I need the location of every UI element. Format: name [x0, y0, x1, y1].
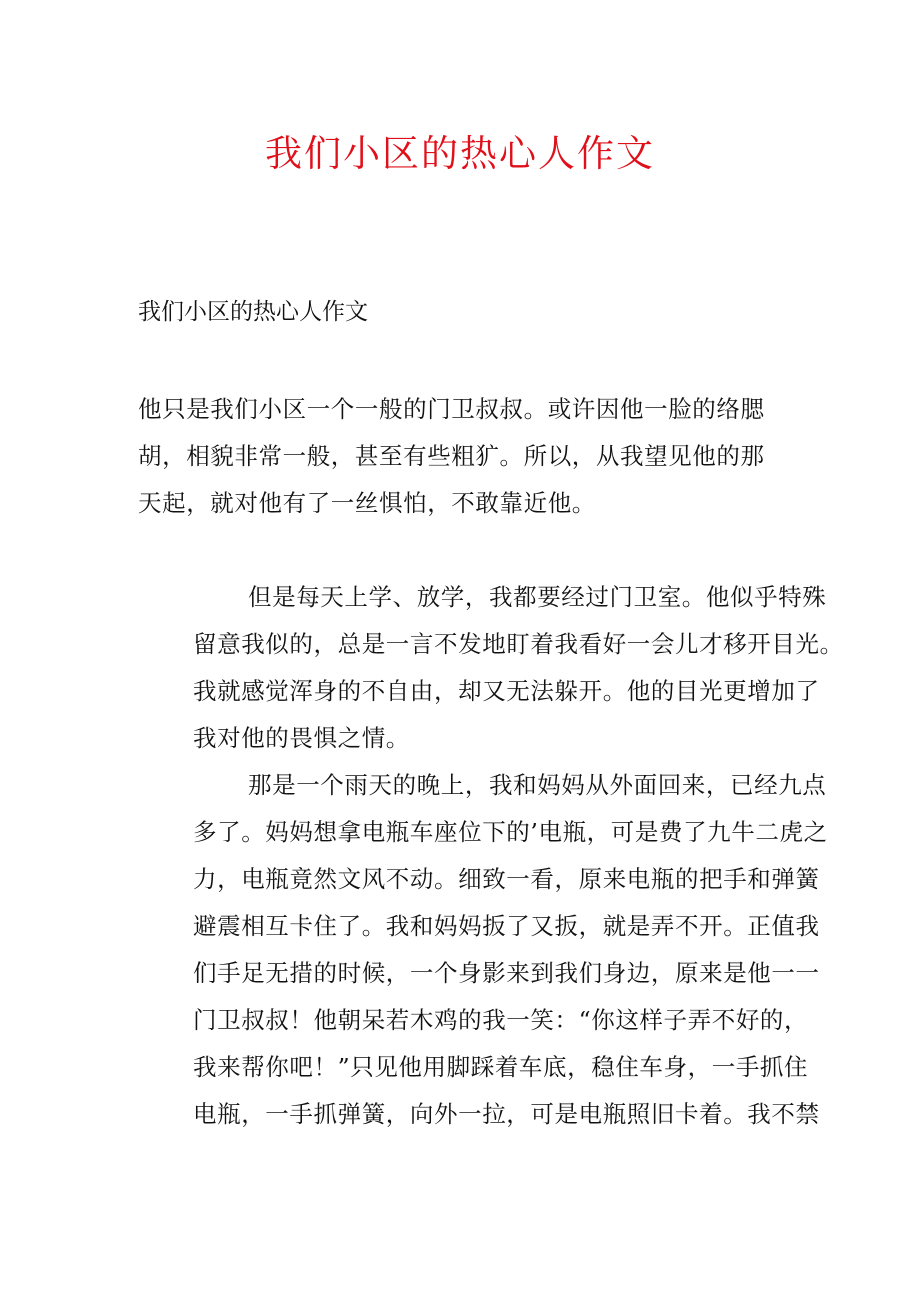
paragraph-line: 那是一个雨天的晚上，我和妈妈从外面回来，已经九点 [248, 771, 827, 799]
paragraph-line: 避震相互卡住了。我和妈妈扳了又扳，就是弄不开。正值我 [193, 912, 820, 940]
paragraph-line: 多了。妈妈想拿电瓶车座位下的’电瓶，可是费了九牛二虎之 [193, 818, 828, 846]
paragraph-line: 留意我似的，总是一言不发地盯着我看好一会儿才移开目光。 [193, 630, 844, 658]
paragraph-line: 天起，就对他有了一丝惧怕，不敢靠近他。 [138, 489, 596, 517]
paragraph-line: 但是每天上学、放学，我都要经过门卫室。他似乎特殊 [248, 583, 827, 611]
document-title: 我们小区的热心人作文 [265, 132, 655, 175]
paragraph-line: 我就感觉浑身的不自由，却又无法躲开。他的目光更增加了 [193, 677, 820, 705]
paragraph-line: 他只是我们小区一个一般的门卫叔叔。或许因他一脸的络腮 [138, 395, 765, 423]
paragraph-3 [138, 762, 828, 1138]
paragraph-line: 我对他的畏惧之情。 [193, 724, 410, 752]
paragraph-line: 我来帮你吧！”只见他用脚踩着车底，稳住车身，一手抓住 [193, 1053, 809, 1081]
paragraph-line: 门卫叔叔！他朝呆若木鸡的我一笑：“你这样子弄不好的， [193, 1006, 809, 1034]
paragraph-line: 胡，相貌非常一般，甚至有些粗犷。所以，从我望见他的那 [138, 442, 765, 470]
document-subtitle: 我们小区的热心人作文 [138, 299, 368, 325]
paragraph-2 [138, 574, 844, 762]
paragraph-line: 们手足无措的时候，一个身影来到我们身边，原来是他一一 [193, 959, 820, 987]
paragraph-1 [138, 386, 798, 527]
paragraph-line: 力，电瓶竟然文风不动。细致一看，原来电瓶的把手和弹簧 [193, 865, 820, 893]
paragraph-line: 电瓶，一手抓弹簧，向外一拉，可是电瓶照旧卡着。我不禁 [193, 1100, 820, 1128]
